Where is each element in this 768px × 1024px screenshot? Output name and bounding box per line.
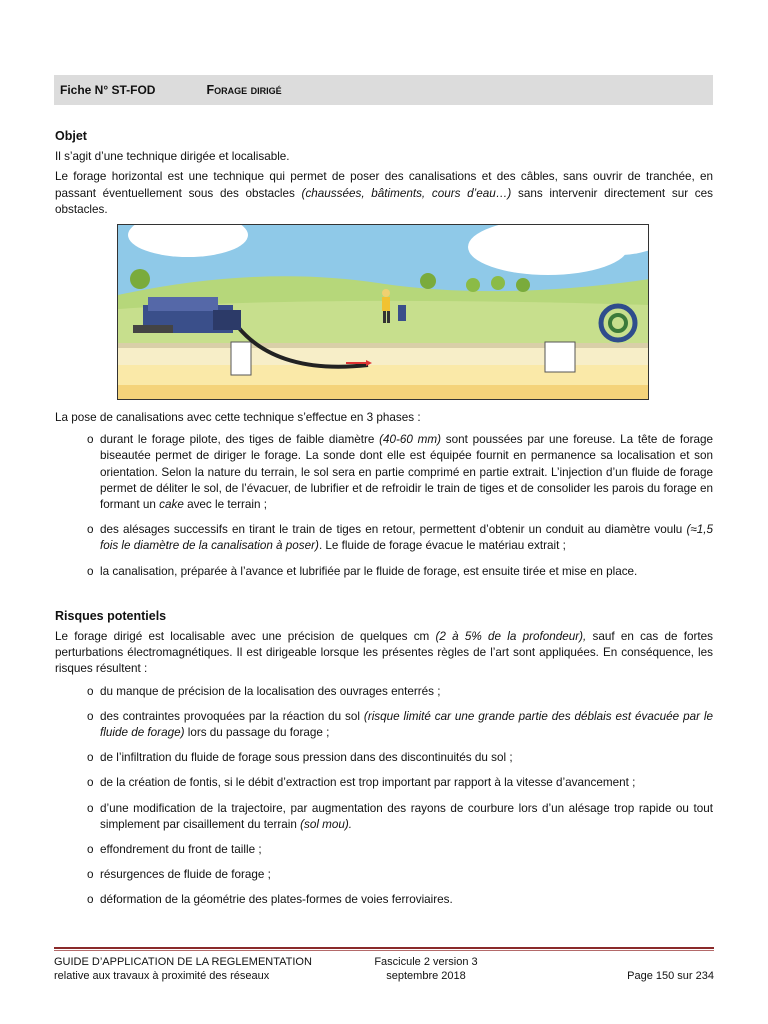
risks-heading: Risques potentiels: [55, 608, 167, 623]
page-number: Page 150 sur 234: [627, 970, 714, 982]
list-item: o résurgences de fluide de forage ;: [55, 867, 713, 883]
footer-guide-title: GUIDE D’APPLICATION DE LA REGLEMENTATION: [54, 956, 312, 968]
exit-pit: [545, 342, 575, 372]
bullet-icon: o: [87, 751, 94, 765]
objet-heading: Objet: [55, 129, 87, 143]
risks-paragraph: Le forage dirigé est localisable avec une précision de quelques cm (2 à 5% de la profondeur), sauf en cas de fortes perturbations électromagnétiques. Il est dirigeable lorsque les présentes règles de l’art sont appliquées. En conséquence, les risques résultent :: [55, 630, 713, 676]
list-item: o déformation de la géométrie des plates-formes de voies ferroviaires.: [55, 892, 713, 908]
list-item: o d’une modification de la trajectoire, par augmentation des rayons de courbure lors d’un alésage trop rapide ou tout simplement par cisaillement du terrain (sol mou).: [87, 801, 713, 831]
fiche-title: Forage dirigé: [206, 83, 282, 97]
bullet-icon: o: [87, 523, 94, 537]
list-item: o de l’infiltration du fluide de forage sous pression dans des discontinuités du sol ;: [55, 750, 713, 766]
bullet-icon: o: [87, 776, 94, 790]
objet-intro: Il s’agit d’une technique dirigée et localisable.: [55, 150, 290, 164]
list-item: o de la création de fontis, si le débit d’extraction est trop important par rapport à la vitesse d’avancement ;: [55, 775, 713, 791]
bullet-icon: o: [87, 801, 94, 815]
objet-paragraph: Le forage horizontal est une technique qui permet de poser des canalisations et des câbles, sans ouvrir de tranchée, en passant éventuellement sous des obstacles (chaussées, bâtiments, cours d’eau…) sans intervenir directement sur ces obstacles.: [55, 170, 713, 216]
phases-list: [55, 432, 713, 580]
bullet-icon: o: [87, 893, 94, 907]
fiche-number: Fiche N° ST-FOD: [60, 83, 156, 97]
bullet-icon: o: [87, 709, 94, 723]
list-item: o durant le forage pilote, des tiges de faible diamètre (40-60 mm) sont poussées par une foreuse. La tête de forage biseautée permet de diriger le forage. La sonde dont elle est équipée fournit en permanence sa localisation et son orientation. Selon la nature du terrain, le sol sera en partie comprimé en partie extrait. L’injection d’un fluide de forage permet de déliter le sol, de l’évacuer, de lubrifier et de refroidir le train de tiges et de consolider les parois du forage en formant un cake avec le terrain ;: [87, 433, 714, 512]
footer-divider-thin: [54, 950, 714, 951]
tree-icon: [130, 269, 150, 289]
list-item: o des alésages successifs en tirant le train de tiges en retour, permettent d’obtenir un conduit au diamètre voulu (≈1,5 fois le diamètre de la canalisation à poser). Le fluide de forage évacue le matériau extrait ;: [87, 523, 713, 553]
phases-intro: La pose de canalisations avec cette technique s’effectue en 3 phases :: [55, 411, 421, 425]
list-item: o du manque de précision de la localisation des ouvrages enterrés ;: [55, 684, 713, 700]
list-item: o effondrement du front de taille ;: [55, 842, 713, 858]
footer-version: Fascicule 2 version 3: [374, 956, 478, 968]
drilling-illustration: [117, 224, 649, 400]
list-item: o des contraintes provoquées par la réaction du sol (risque limité car une grande partie des déblais est évacuée par le fluide de forage) lors du passage du forage ;: [87, 709, 713, 740]
entry-pit: [231, 342, 251, 375]
bullet-icon: o: [87, 684, 94, 698]
footer-guide-subtitle: relative aux travaux à proximité des réseaux: [54, 970, 270, 982]
bullet-icon: o: [87, 868, 94, 882]
bullet-icon: o: [87, 433, 94, 447]
fiche-header: [54, 75, 713, 105]
document-body: [55, 128, 713, 918]
bullet-icon: o: [87, 564, 94, 578]
list-item: o la canalisation, préparée à l’avance et lubrifiée par le fluide de forage, est ensuite tirée et mise en place.: [55, 564, 713, 580]
drilling-scene-svg: [118, 225, 649, 400]
footer-divider: [54, 947, 714, 949]
risks-list: [55, 684, 713, 909]
bullet-icon: o: [87, 843, 94, 857]
tree-icon: [420, 273, 436, 289]
footer-date: septembre 2018: [386, 970, 466, 982]
